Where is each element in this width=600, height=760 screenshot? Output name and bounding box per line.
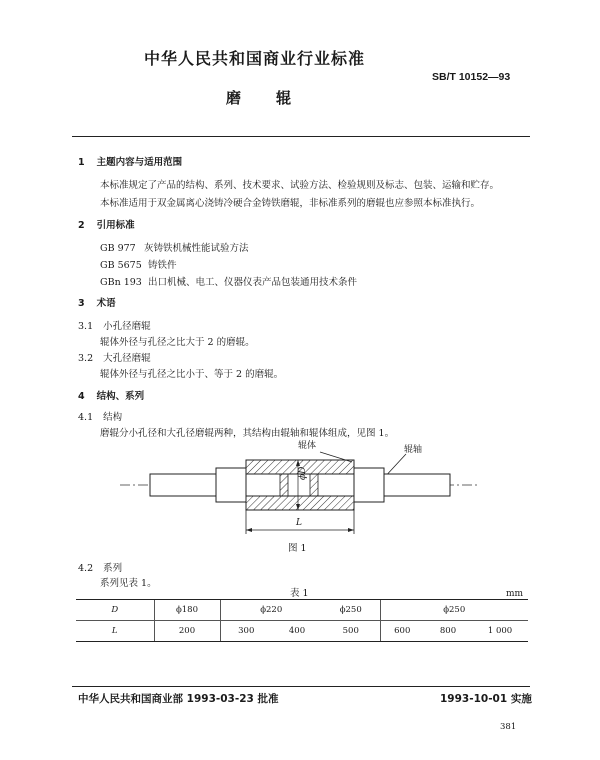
reference-code: GBn 193 [100, 277, 142, 288]
document-title-char-1: 磨 [226, 89, 243, 107]
series-table [76, 599, 528, 642]
figure-caption: 图 1 [288, 543, 307, 554]
l-value: 600 [380, 621, 424, 642]
row-label-d: D [76, 600, 154, 621]
l-value: 200 [154, 621, 220, 642]
reference-name: 灰铸铁机械性能试验方法 [144, 243, 249, 254]
label-diameter: ϕD [298, 466, 308, 480]
page-number: 381 [500, 722, 517, 732]
header-rule [72, 136, 530, 137]
reference-row [100, 274, 357, 288]
document-title-char-2: 辊 [276, 89, 293, 107]
implementation-date: 1993-10-01 实施 [440, 693, 532, 705]
d-value: ϕ250 [380, 600, 528, 621]
roller-body-bottom-wall [246, 496, 354, 510]
term-3-2-heading: 3.2 大孔径磨辊 [78, 353, 151, 364]
term-3-1-heading: 3.1 小孔径磨辊 [78, 321, 151, 332]
l-value: 500 [322, 621, 380, 642]
reference-code: GB 977 [100, 243, 136, 254]
label-roller-shaft: 辊轴 [404, 445, 423, 455]
table-row-d [76, 600, 528, 621]
table-unit: mm [506, 589, 524, 599]
footer-rule [72, 686, 530, 687]
standard-title: 中华人民共和国商业行业标准 [144, 49, 366, 68]
section-3-heading: 3 术语 [78, 298, 116, 309]
bushing-left [280, 474, 288, 496]
subsection-4-1-heading: 4.1 结构 [78, 412, 123, 423]
d-value: ϕ220 [220, 600, 322, 621]
section-2-heading: 2 引用标准 [78, 220, 135, 231]
label-roller-body: 辊体 [298, 441, 317, 451]
subsection-4-2-text: 系列见表 1。 [100, 578, 157, 589]
reference-name: 铸铁件 [148, 260, 177, 271]
approval-statement: 中华人民共和国商业部 1993-03-23 批准 [78, 693, 279, 705]
section-1-heading: 1 主题内容与适用范围 [78, 157, 183, 168]
d-value: ϕ250 [322, 600, 380, 621]
table-caption: 表 1 [290, 588, 309, 599]
subsection-4-2-heading: 4.2 系列 [78, 563, 123, 574]
section-4-heading: 4 结构、系列 [78, 391, 145, 402]
l-value: 400 [272, 621, 322, 642]
shaft-left-collar [216, 468, 246, 502]
shaft-right-collar [354, 468, 384, 502]
d-value: ϕ180 [154, 600, 220, 621]
term-3-1-definition: 辊体外径与孔径之比大于 2 的磨辊。 [100, 337, 255, 348]
term-3-2-definition: 辊体外径与孔径之比小于、等于 2 的磨辊。 [100, 369, 284, 380]
l-value: 800 [424, 621, 472, 642]
reference-row [100, 240, 249, 254]
table-row-l [76, 621, 528, 642]
section-1-paragraph-2: 本标准适用于双金属离心浇铸冷硬合金铸铁磨辊，非标准系列的磨辊也应参照本标准执行。 [100, 198, 481, 209]
document-title [226, 87, 292, 108]
subsection-4-1-text: 磨辊分小孔径和大孔径磨辊两种，其结构由辊轴和辊体组成，见图 1。 [100, 428, 395, 439]
bushing-right [310, 474, 318, 496]
l-value: 300 [220, 621, 272, 642]
row-label-l: L [76, 621, 154, 642]
reference-code: GB 5675 [100, 260, 142, 271]
reference-name: 出口机械、电工、仪器仪表产品包装通用技术条件 [148, 277, 358, 288]
section-1-paragraph-1: 本标准规定了产品的结构、系列、技术要求、试验方法、检验规则及标志、包装、运输和贮存。 [100, 180, 500, 191]
l-value: 1 000 [472, 621, 528, 642]
reference-row [100, 257, 177, 271]
standard-code: SB/T 10152—93 [432, 71, 511, 83]
label-length: L [296, 518, 302, 528]
